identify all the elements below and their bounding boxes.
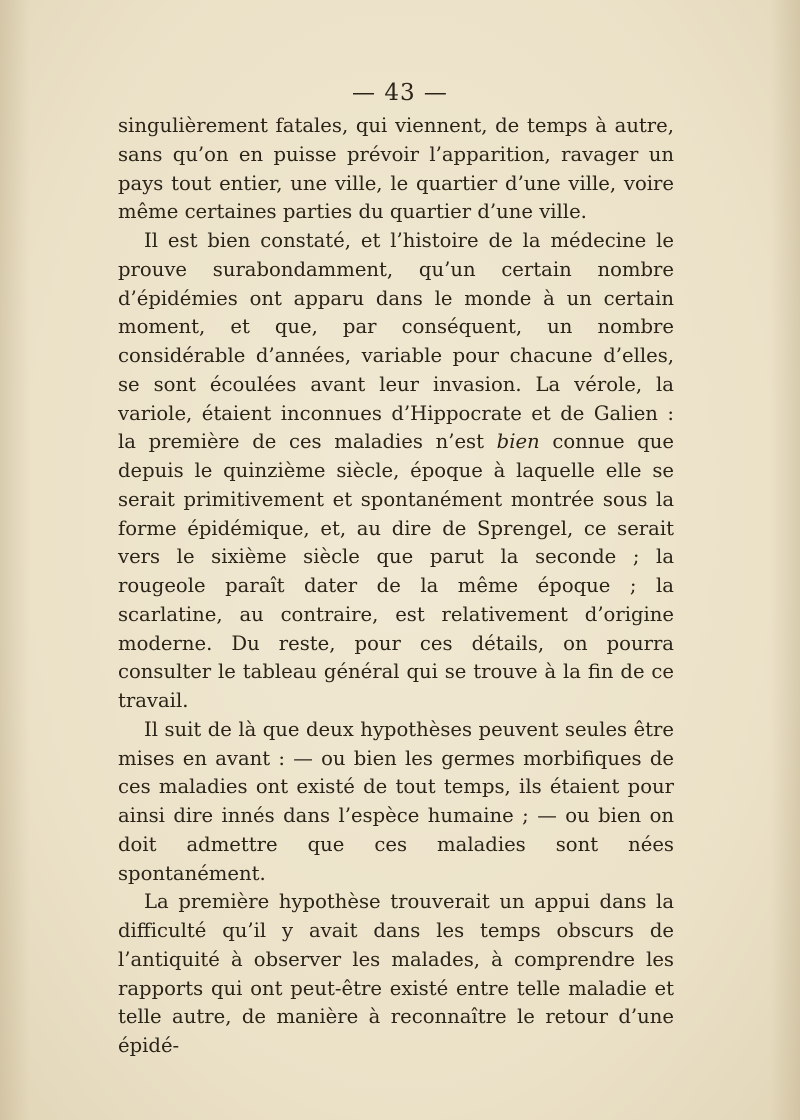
- text-run: Il est bien constaté, et l’histoire de la médecine le prouve surabondamment, qu’un certain nombre d’épidémies ont apparu dans le monde à un certain moment, et que, par conséquent, un nombre considérable d’années, variable pour chacune d’elles, se sont écoulées avant leur invasion. La vérole, la variole, étaient inconnues d’Hippocrate et de Galien : la première de ces maladies n’est: [118, 229, 674, 454]
- body-text: [118, 112, 674, 1061]
- page-edge-shadow-left: [0, 0, 30, 1120]
- paragraph-4: [118, 888, 674, 1061]
- text-run: connue que depuis le quinzième siècle, époque à laquelle elle se serait primitivement et spontanément montrée sous la forme épidémique, et, au dire de Sprengel, ce serait vers le sixième siècle que parut la seconde ; la rougeole paraît dater de la même époque ; la scarlatine, au contraire, est relativement d’origine moderne. Du reste, pour ces détails, on pourra consulter le tableau général qui se trouve à la fin de ce travail.: [118, 430, 674, 712]
- page-edge-shadow-right: [770, 0, 800, 1120]
- italic-text: bien: [496, 430, 540, 454]
- text-run: Il suit de là que deux hypothèses peuvent seules être mises en avant : — ou bien les germes morbifiques de ces maladies ont existé de tout temps, ils étaient pour ainsi dire innés dans l’espèce humaine ; — ou bien on doit admettre que ces maladies sont nées spontanément.: [118, 717, 674, 885]
- page-number: — 43 —: [352, 80, 448, 106]
- text-run: singulièrement fatales, qui viennent, de temps à autre, sans qu’on en puisse prévoir l’apparition, ravager un pays tout entier, une ville, le quartier d’une ville, voire même certaines parties du quartier d’une ville.: [118, 114, 674, 224]
- paragraph-2: [118, 227, 674, 716]
- text-run: La première hypothèse trouverait un appui dans la difficulté qu’il y avait dans les temps obscurs de l’antiquité à observer les malades, à comprendre les rapports qui ont peut-être existé entre telle maladie et telle autre, de manière à reconnaître le retour d’une épidé-: [118, 890, 674, 1057]
- paragraph-3: [118, 716, 674, 889]
- paragraph-1: [118, 112, 674, 227]
